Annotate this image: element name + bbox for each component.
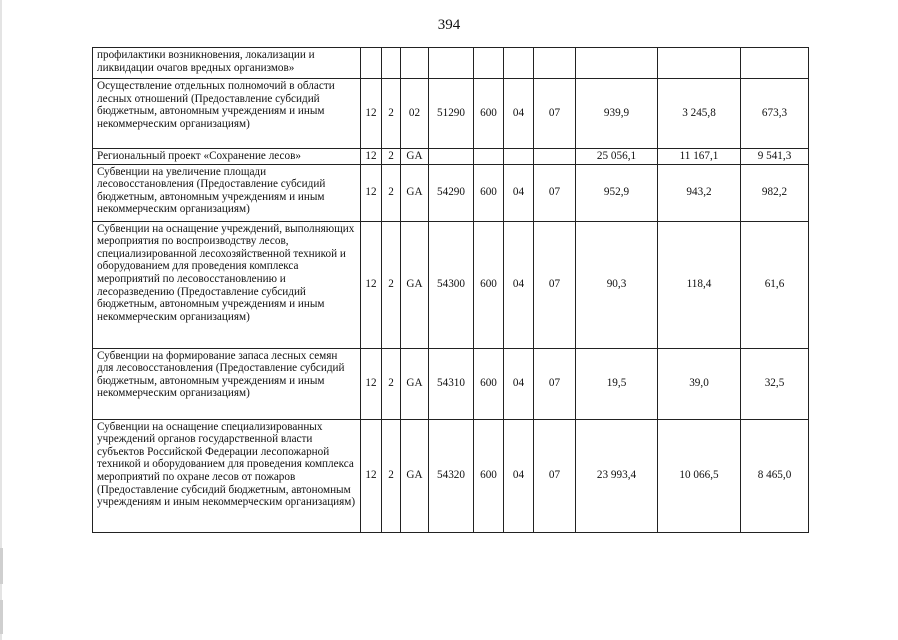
- cell-expense-type: 600: [474, 221, 504, 348]
- cell-amount-2: 118,4: [658, 221, 741, 348]
- cell-section: 04: [504, 164, 534, 221]
- cell-subprogram: 2: [382, 419, 401, 532]
- cell-expense-type: 600: [474, 79, 504, 149]
- cell-amount-1: 939,9: [576, 79, 658, 149]
- cell-amount-3: 61,6: [741, 221, 809, 348]
- cell-project: GA: [401, 419, 429, 532]
- cell-amount-3: 32,5: [741, 348, 809, 419]
- cell-amount-2: 3 245,8: [658, 79, 741, 149]
- cell-ministry: 12: [361, 79, 382, 149]
- cell-amount-3: 982,2: [741, 164, 809, 221]
- cell-direction: 54310: [429, 348, 474, 419]
- cell-subprogram: 2: [382, 79, 401, 149]
- cell-amount-3: 9 541,3: [741, 149, 809, 165]
- cell-section: 04: [504, 419, 534, 532]
- row-description: Субвенции на оснащение специализированных учреждений органов государственной власти субъектов Российской Федерации лесопожарной техникой и оборудованием для проведения комплекса мероприятий по охране лесов от пожаров (Предоставление субсидий бюджетным, автономным учреждениям и иным некоммерческим организациям): [93, 419, 361, 532]
- table-row: [93, 79, 809, 149]
- cell-subsection: 07: [534, 221, 576, 348]
- cell-expense-type: 600: [474, 164, 504, 221]
- cell-project: 02: [401, 79, 429, 149]
- cell-ministry: 12: [361, 164, 382, 221]
- row-description: Субвенции на увеличение площади лесовосстановления (Предоставление субсидий бюджетным, автономным учреждениям и иным некоммерческим организациям): [93, 164, 361, 221]
- cell-subprogram: 2: [382, 348, 401, 419]
- cell-subsection: 07: [534, 79, 576, 149]
- cell-subsection: 07: [534, 419, 576, 532]
- row-description: Субвенции на формирование запаса лесных семян для лесовосстановления (Предоставление субсидий бюджетным, автономным учреждениям и иным некоммерческим организациям): [93, 348, 361, 419]
- cell-subsection: 07: [534, 348, 576, 419]
- cell-amount-1: 19,5: [576, 348, 658, 419]
- cell-expense-type: 600: [474, 348, 504, 419]
- cell-amount-3: [741, 48, 809, 79]
- cell-ministry: 12: [361, 348, 382, 419]
- row-description: Осуществление отдельных полномочий в области лесных отношений (Предоставление субсидий бюджетным, автономным учреждениям и иным некоммерческим организациям): [93, 79, 361, 149]
- cell-subprogram: 2: [382, 221, 401, 348]
- cell-project: GA: [401, 348, 429, 419]
- cell-project: GA: [401, 164, 429, 221]
- cell-subsection: 07: [534, 164, 576, 221]
- cell-subprogram: [382, 48, 401, 79]
- page-number: 394: [437, 17, 461, 33]
- table-row: [93, 221, 809, 348]
- row-description: Региональный проект «Сохранение лесов»: [93, 149, 361, 165]
- cell-amount-1: 25 056,1: [576, 149, 658, 165]
- cell-direction: 54320: [429, 419, 474, 532]
- cell-amount-1: 90,3: [576, 221, 658, 348]
- cell-direction: 51290: [429, 79, 474, 149]
- scan-edge: [0, 0, 2, 640]
- cell-project: GA: [401, 149, 429, 165]
- cell-direction: [429, 149, 474, 165]
- cell-amount-3: 673,3: [741, 79, 809, 149]
- scan-edge-mark: [0, 600, 3, 634]
- scan-edge-mark: [0, 548, 3, 584]
- cell-subprogram: 2: [382, 164, 401, 221]
- cell-amount-3: 8 465,0: [741, 419, 809, 532]
- cell-direction: [429, 48, 474, 79]
- cell-section: [504, 48, 534, 79]
- budget-table: [92, 47, 809, 533]
- cell-amount-2: [658, 48, 741, 79]
- cell-section: [504, 149, 534, 165]
- cell-amount-2: 943,2: [658, 164, 741, 221]
- table-row: [93, 164, 809, 221]
- cell-expense-type: 600: [474, 419, 504, 532]
- cell-section: 04: [504, 221, 534, 348]
- cell-subsection: [534, 149, 576, 165]
- table-row: [93, 149, 809, 165]
- cell-amount-1: [576, 48, 658, 79]
- cell-expense-type: [474, 149, 504, 165]
- cell-amount-1: 23 993,4: [576, 419, 658, 532]
- cell-project: GA: [401, 221, 429, 348]
- cell-direction: 54290: [429, 164, 474, 221]
- cell-expense-type: [474, 48, 504, 79]
- cell-direction: 54300: [429, 221, 474, 348]
- cell-subsection: [534, 48, 576, 79]
- cell-ministry: 12: [361, 149, 382, 165]
- cell-amount-2: 11 167,1: [658, 149, 741, 165]
- cell-project: [401, 48, 429, 79]
- cell-amount-2: 39,0: [658, 348, 741, 419]
- cell-section: 04: [504, 348, 534, 419]
- row-description: Субвенции на оснащение учреждений, выполняющих мероприятия по воспроизводству лесов, специализированной лесохозяйственной техникой и оборудованием для проведения комплекса мероприятий по лесовосстановлению и лесоразведению (Предоставление субсидий бюджетным, автономным учреждениям и иным некоммерческим организациям): [93, 221, 361, 348]
- row-description: профилактики возникновения, локализации и ликвидации очагов вредных организмов»: [93, 48, 361, 79]
- cell-ministry: 12: [361, 221, 382, 348]
- cell-amount-2: 10 066,5: [658, 419, 741, 532]
- table-row: [93, 348, 809, 419]
- table-row: [93, 419, 809, 532]
- cell-subprogram: 2: [382, 149, 401, 165]
- cell-section: 04: [504, 79, 534, 149]
- cell-ministry: [361, 48, 382, 79]
- cell-ministry: 12: [361, 419, 382, 532]
- table-row: [93, 48, 809, 79]
- cell-amount-1: 952,9: [576, 164, 658, 221]
